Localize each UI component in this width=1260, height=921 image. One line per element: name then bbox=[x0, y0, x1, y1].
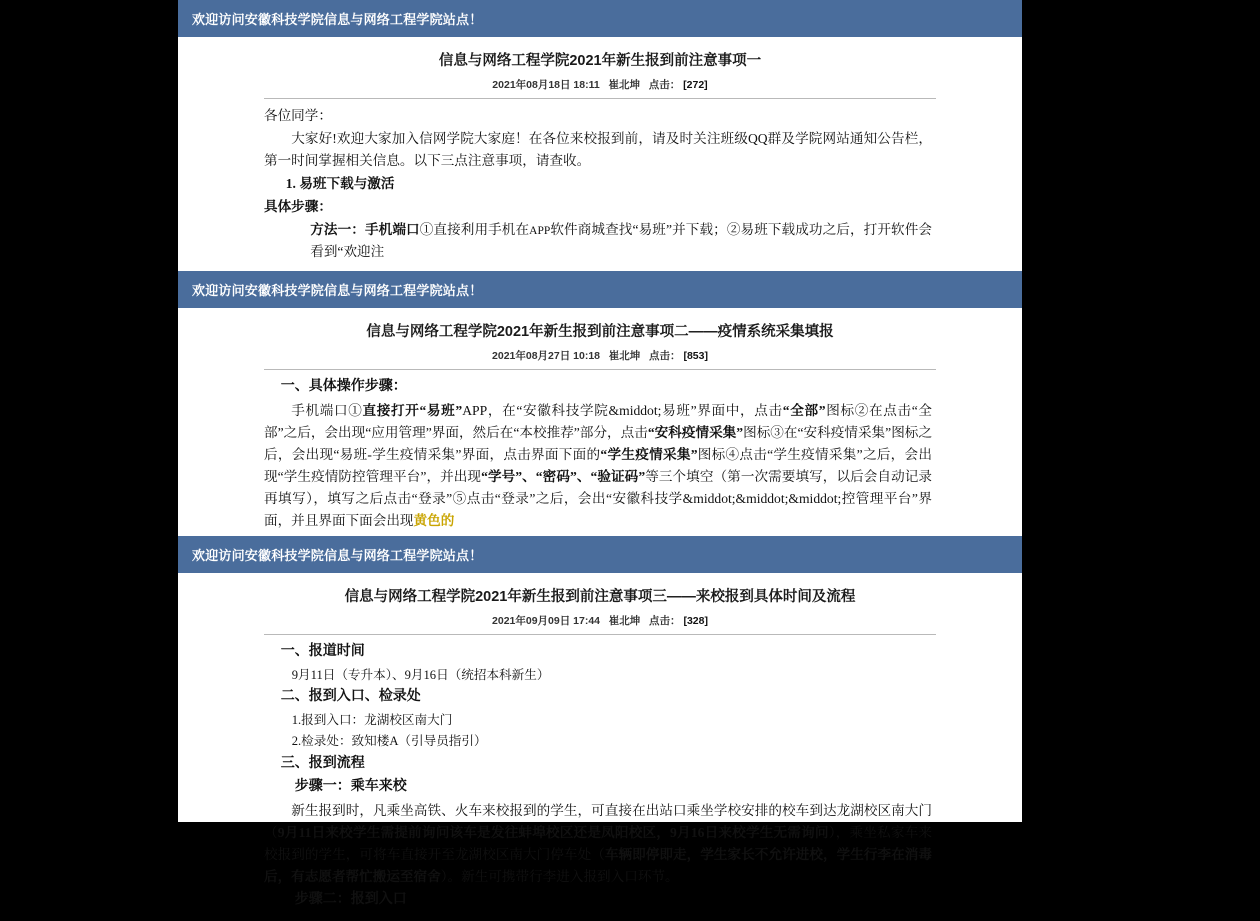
article-body-1 bbox=[178, 99, 1022, 271]
article-title-3: 信息与网络工程学院2021年新生报到前注意事项三——来校报到具体时间及流程 bbox=[178, 573, 1022, 606]
emphasis-text: “全部” bbox=[783, 403, 826, 418]
article-title-1: 信息与网络工程学院2021年新生报到前注意事项一 bbox=[178, 37, 1022, 70]
body-text-run: 图标②在点击“全部”之后，会出现“应用管理”界面，然后在“本校推荐”部分，点击 bbox=[264, 403, 932, 440]
article-hits-label-3: 点击： bbox=[649, 615, 681, 627]
body-text-run: ），乘坐私家车来校报到的学生，可将车直接开至龙湖校区南大门停车处（ bbox=[264, 825, 932, 862]
article-meta-2 bbox=[178, 341, 1022, 369]
paragraph: 各位同学： bbox=[264, 105, 932, 127]
article-hits-label-2: 点击： bbox=[649, 350, 681, 362]
yellow-keyword: 黄色的 bbox=[414, 513, 455, 528]
document-page bbox=[178, 0, 1022, 822]
article-2 bbox=[178, 271, 1022, 536]
article-hits-3: [328] bbox=[683, 615, 708, 627]
section-heading: 二、报到入口、检录处 bbox=[264, 686, 932, 709]
step-heading-2: 步骤二：报到入口 bbox=[264, 889, 932, 912]
emphasis-text: 9月11日来校学生需提前询问该车是发往蚌埠校区还是凤阳校区，9月16日来校学生无需询问 bbox=[278, 825, 829, 840]
article-author-1: 崔北坤 bbox=[608, 79, 640, 91]
body-text-run: APP，在“安徽科技学院&middot;易班”界面中，点击 bbox=[462, 403, 783, 418]
body-text-run: 等三个填空（第一次需要填写，以后会自动记录再填写），填写之后点击“登录”⑤点击“登录”之后，会出“安徽科技学&middot;&middot;&middot;控管理平台”界面，并且界面下面会出现 bbox=[264, 469, 932, 528]
emphasis-text: “学生疫情采集” bbox=[600, 447, 697, 462]
site-banner-2: 欢迎访问安徽科技学院信息与网络工程学院站点！ bbox=[178, 271, 1022, 308]
paragraph: 具体步骤： bbox=[264, 196, 932, 218]
body-text-run: ）。新生可携带行李进入报到入口环节。 bbox=[441, 869, 679, 884]
list-item: 9月11日（专升本）、9月16日（统招本科新生） bbox=[264, 665, 932, 685]
article-title-2: 信息与网络工程学院2021年新生报到前注意事项二——疫情系统采集填报 bbox=[178, 308, 1022, 341]
article-date-1: 2021年08月18日 18:11 bbox=[492, 79, 599, 91]
paragraph: 1. 易班下载与激活 bbox=[264, 173, 932, 195]
site-banner-3: 欢迎访问安徽科技学院信息与网络工程学院站点！ bbox=[178, 536, 1022, 573]
method-label: 方法一：手机端口 bbox=[310, 222, 419, 237]
emphasis-text: “安科疫情采集” bbox=[648, 425, 743, 440]
article-3 bbox=[178, 536, 1022, 921]
paragraph bbox=[264, 400, 932, 532]
article-hits-1: [272] bbox=[683, 79, 708, 91]
emphasis-text: “学号”、“密码”、“验证码” bbox=[481, 469, 645, 484]
section-heading: 一、报道时间 bbox=[264, 641, 932, 664]
article-meta-3 bbox=[178, 606, 1022, 634]
paragraph bbox=[264, 800, 932, 888]
paragraph: 方法一：手机端口①直接利用手机在APP软件商城查找“易班”并下载；②易班下载成功之后，打开软件会看到“欢迎注 bbox=[264, 219, 932, 263]
section-heading: 一、具体操作步骤： bbox=[264, 376, 932, 399]
article-body-3 bbox=[178, 635, 1022, 921]
body-text-run: 手机端口① bbox=[291, 403, 362, 418]
step-heading-1: 步骤一：乘车来校 bbox=[264, 776, 932, 799]
body-text-run: 新生报到时，凡乘坐高铁、火车来校报到的学生，可直接在出站口乘坐学校安排的校车到达龙湖校区南大门（ bbox=[264, 803, 932, 840]
article-author-2: 崔北坤 bbox=[609, 350, 641, 362]
site-banner-1: 欢迎访问安徽科技学院信息与网络工程学院站点！ bbox=[178, 0, 1022, 37]
article-body-2 bbox=[178, 370, 1022, 536]
body-text-run: 图标③在“安科疫情采集”图标之后，会出现“易班-学生疫情采集”界面，点击界面下面的 bbox=[264, 425, 932, 462]
paragraph: 大家好!欢迎大家加入信网学院大家庭！在各位来校报到前，请及时关注班级QQ群及学院网站通知公告栏，第一时间掌握相关信息。以下三点注意事项，请查收。 bbox=[264, 128, 932, 172]
article-date-3: 2021年09月09日 17:44 bbox=[492, 615, 600, 627]
article-hits-2: [853] bbox=[683, 350, 708, 362]
list-item: 2.检录处：致知楼A（引导员指引） bbox=[264, 731, 932, 751]
body-text-run: 图标④点击“学生疫情采集”之后，会出现“学生疫情防控管理平台”，并出现 bbox=[264, 447, 932, 484]
section-heading: 三、报到流程 bbox=[264, 753, 932, 776]
list-item: 1.报到入口：龙湖校区南大门 bbox=[264, 710, 932, 730]
article-meta-1 bbox=[178, 70, 1022, 98]
article-date-2: 2021年08月27日 10:18 bbox=[492, 350, 600, 362]
article-1 bbox=[178, 0, 1022, 271]
emphasis-text: 直接打开“易班” bbox=[362, 403, 462, 418]
article-author-3: 崔北坤 bbox=[609, 615, 641, 627]
article-hits-label-1: 点击： bbox=[649, 79, 681, 91]
emphasis-text: 车辆即停即走，学生家长不允许进校，学生行李在消毒后，有志愿者帮忙搬运至宿舍 bbox=[264, 847, 932, 884]
